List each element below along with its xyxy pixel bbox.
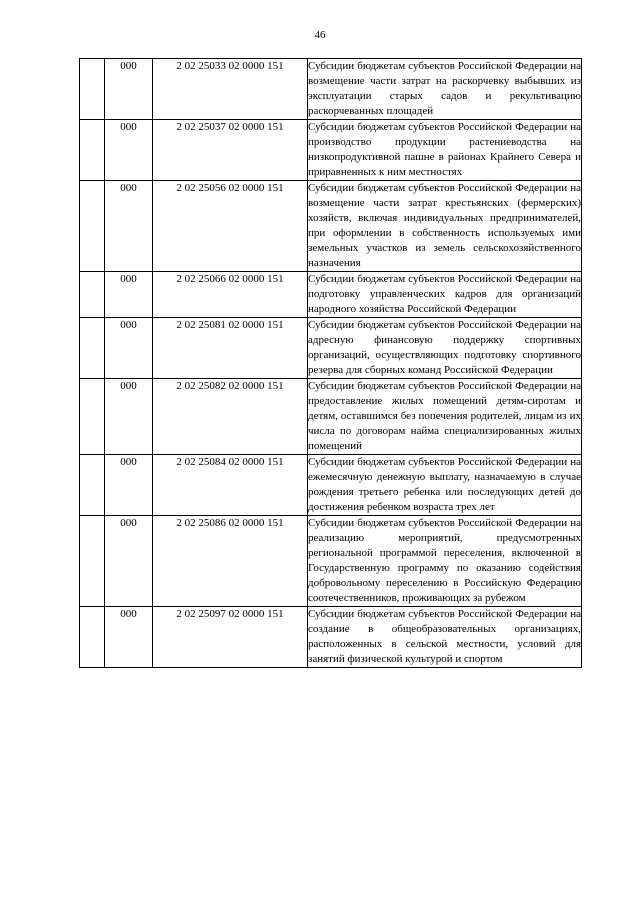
kbk-code-cell: 2 02 25066 02 0000 151 xyxy=(153,272,308,318)
income-name-cell: Субсидии бюджетам субъектов Российской Федерации на возмещение части затрат крестьянских (фермерских) хозяйств, включая индивидуальных предпринимателей, при оформлении в собственность используемых ими земельных участков из земель сельскохозяйственного назначения xyxy=(308,181,582,272)
income-name-cell: Субсидии бюджетам субъектов Российской Федерации на подготовку управленческих кадров для организаций народного хозяйства Российской Федерации xyxy=(308,272,582,318)
kbk-code-cell: 2 02 25056 02 0000 151 xyxy=(153,181,308,272)
admin-code-cell: 000 xyxy=(105,318,153,379)
table-row xyxy=(80,607,582,668)
blank-cell xyxy=(80,379,105,455)
kbk-code-cell: 2 02 25097 02 0000 151 xyxy=(153,607,308,668)
blank-cell xyxy=(80,455,105,516)
table-row xyxy=(80,59,582,120)
income-name-cell: Субсидии бюджетам субъектов Российской Федерации на производство продукции растениеводства на низкопродуктивной пашне в районах Крайнего Севера и приравненных к ним местностях xyxy=(308,120,582,181)
budget-classification-table xyxy=(79,58,582,668)
page-number: 46 xyxy=(314,29,326,41)
admin-code-cell: 000 xyxy=(105,120,153,181)
admin-code-cell: 000 xyxy=(105,516,153,607)
kbk-code-cell: 2 02 25086 02 0000 151 xyxy=(153,516,308,607)
admin-code-cell: 000 xyxy=(105,59,153,120)
blank-cell xyxy=(80,516,105,607)
income-name-cell: Субсидии бюджетам субъектов Российской Федерации на создание в общеобразовательных организациях, расположенных в сельской местности, условий для занятий физической культурой и спортом xyxy=(308,607,582,668)
blank-cell xyxy=(80,272,105,318)
kbk-code-cell: 2 02 25033 02 0000 151 xyxy=(153,59,308,120)
table-row xyxy=(80,379,582,455)
admin-code-cell: 000 xyxy=(105,272,153,318)
blank-cell xyxy=(80,59,105,120)
income-name-cell: Субсидии бюджетам субъектов Российской Федерации на адресную финансовую поддержку спортивных организаций, осуществляющих подготовку спортивного резерва для сборных команд Российской Федерации xyxy=(308,318,582,379)
income-name-cell: Субсидии бюджетам субъектов Российской Федерации на реализацию мероприятий, предусмотренных региональной программой переселения, включенной в Государственную программу по оказанию содействия добровольному переселению в Российскую Федерацию соотечественников, проживающих за рубежом xyxy=(308,516,582,607)
admin-code-cell: 000 xyxy=(105,181,153,272)
kbk-code-cell: 2 02 25037 02 0000 151 xyxy=(153,120,308,181)
income-name-cell: Субсидии бюджетам субъектов Российской Федерации на возмещение части затрат на раскорчевку выбывших из эксплуатации старых садов и рекультивацию раскорчеванных площадей xyxy=(308,59,582,120)
table-row xyxy=(80,455,582,516)
income-name-cell: Субсидии бюджетам субъектов Российской Федерации на ежемесячную денежную выплату, назначаемую в случае рождения третьего ребенка или последующих детей до достижения ребенком возраста трех лет xyxy=(308,455,582,516)
blank-cell xyxy=(80,181,105,272)
admin-code-cell: 000 xyxy=(105,455,153,516)
table-row xyxy=(80,120,582,181)
table-row xyxy=(80,318,582,379)
blank-cell xyxy=(80,120,105,181)
table-row xyxy=(80,272,582,318)
table-row xyxy=(80,181,582,272)
admin-code-cell: 000 xyxy=(105,607,153,668)
blank-cell xyxy=(80,607,105,668)
table-row xyxy=(80,516,582,607)
kbk-code-cell: 2 02 25084 02 0000 151 xyxy=(153,455,308,516)
blank-cell xyxy=(80,318,105,379)
kbk-code-cell: 2 02 25082 02 0000 151 xyxy=(153,379,308,455)
admin-code-cell: 000 xyxy=(105,379,153,455)
kbk-code-cell: 2 02 25081 02 0000 151 xyxy=(153,318,308,379)
income-name-cell: Субсидии бюджетам субъектов Российской Федерации на предоставление жилых помещений детям-сиротам и детям, оставшимся без попечения родителей, лицам из их числа по договорам найма специализированных жилых помещений xyxy=(308,379,582,455)
